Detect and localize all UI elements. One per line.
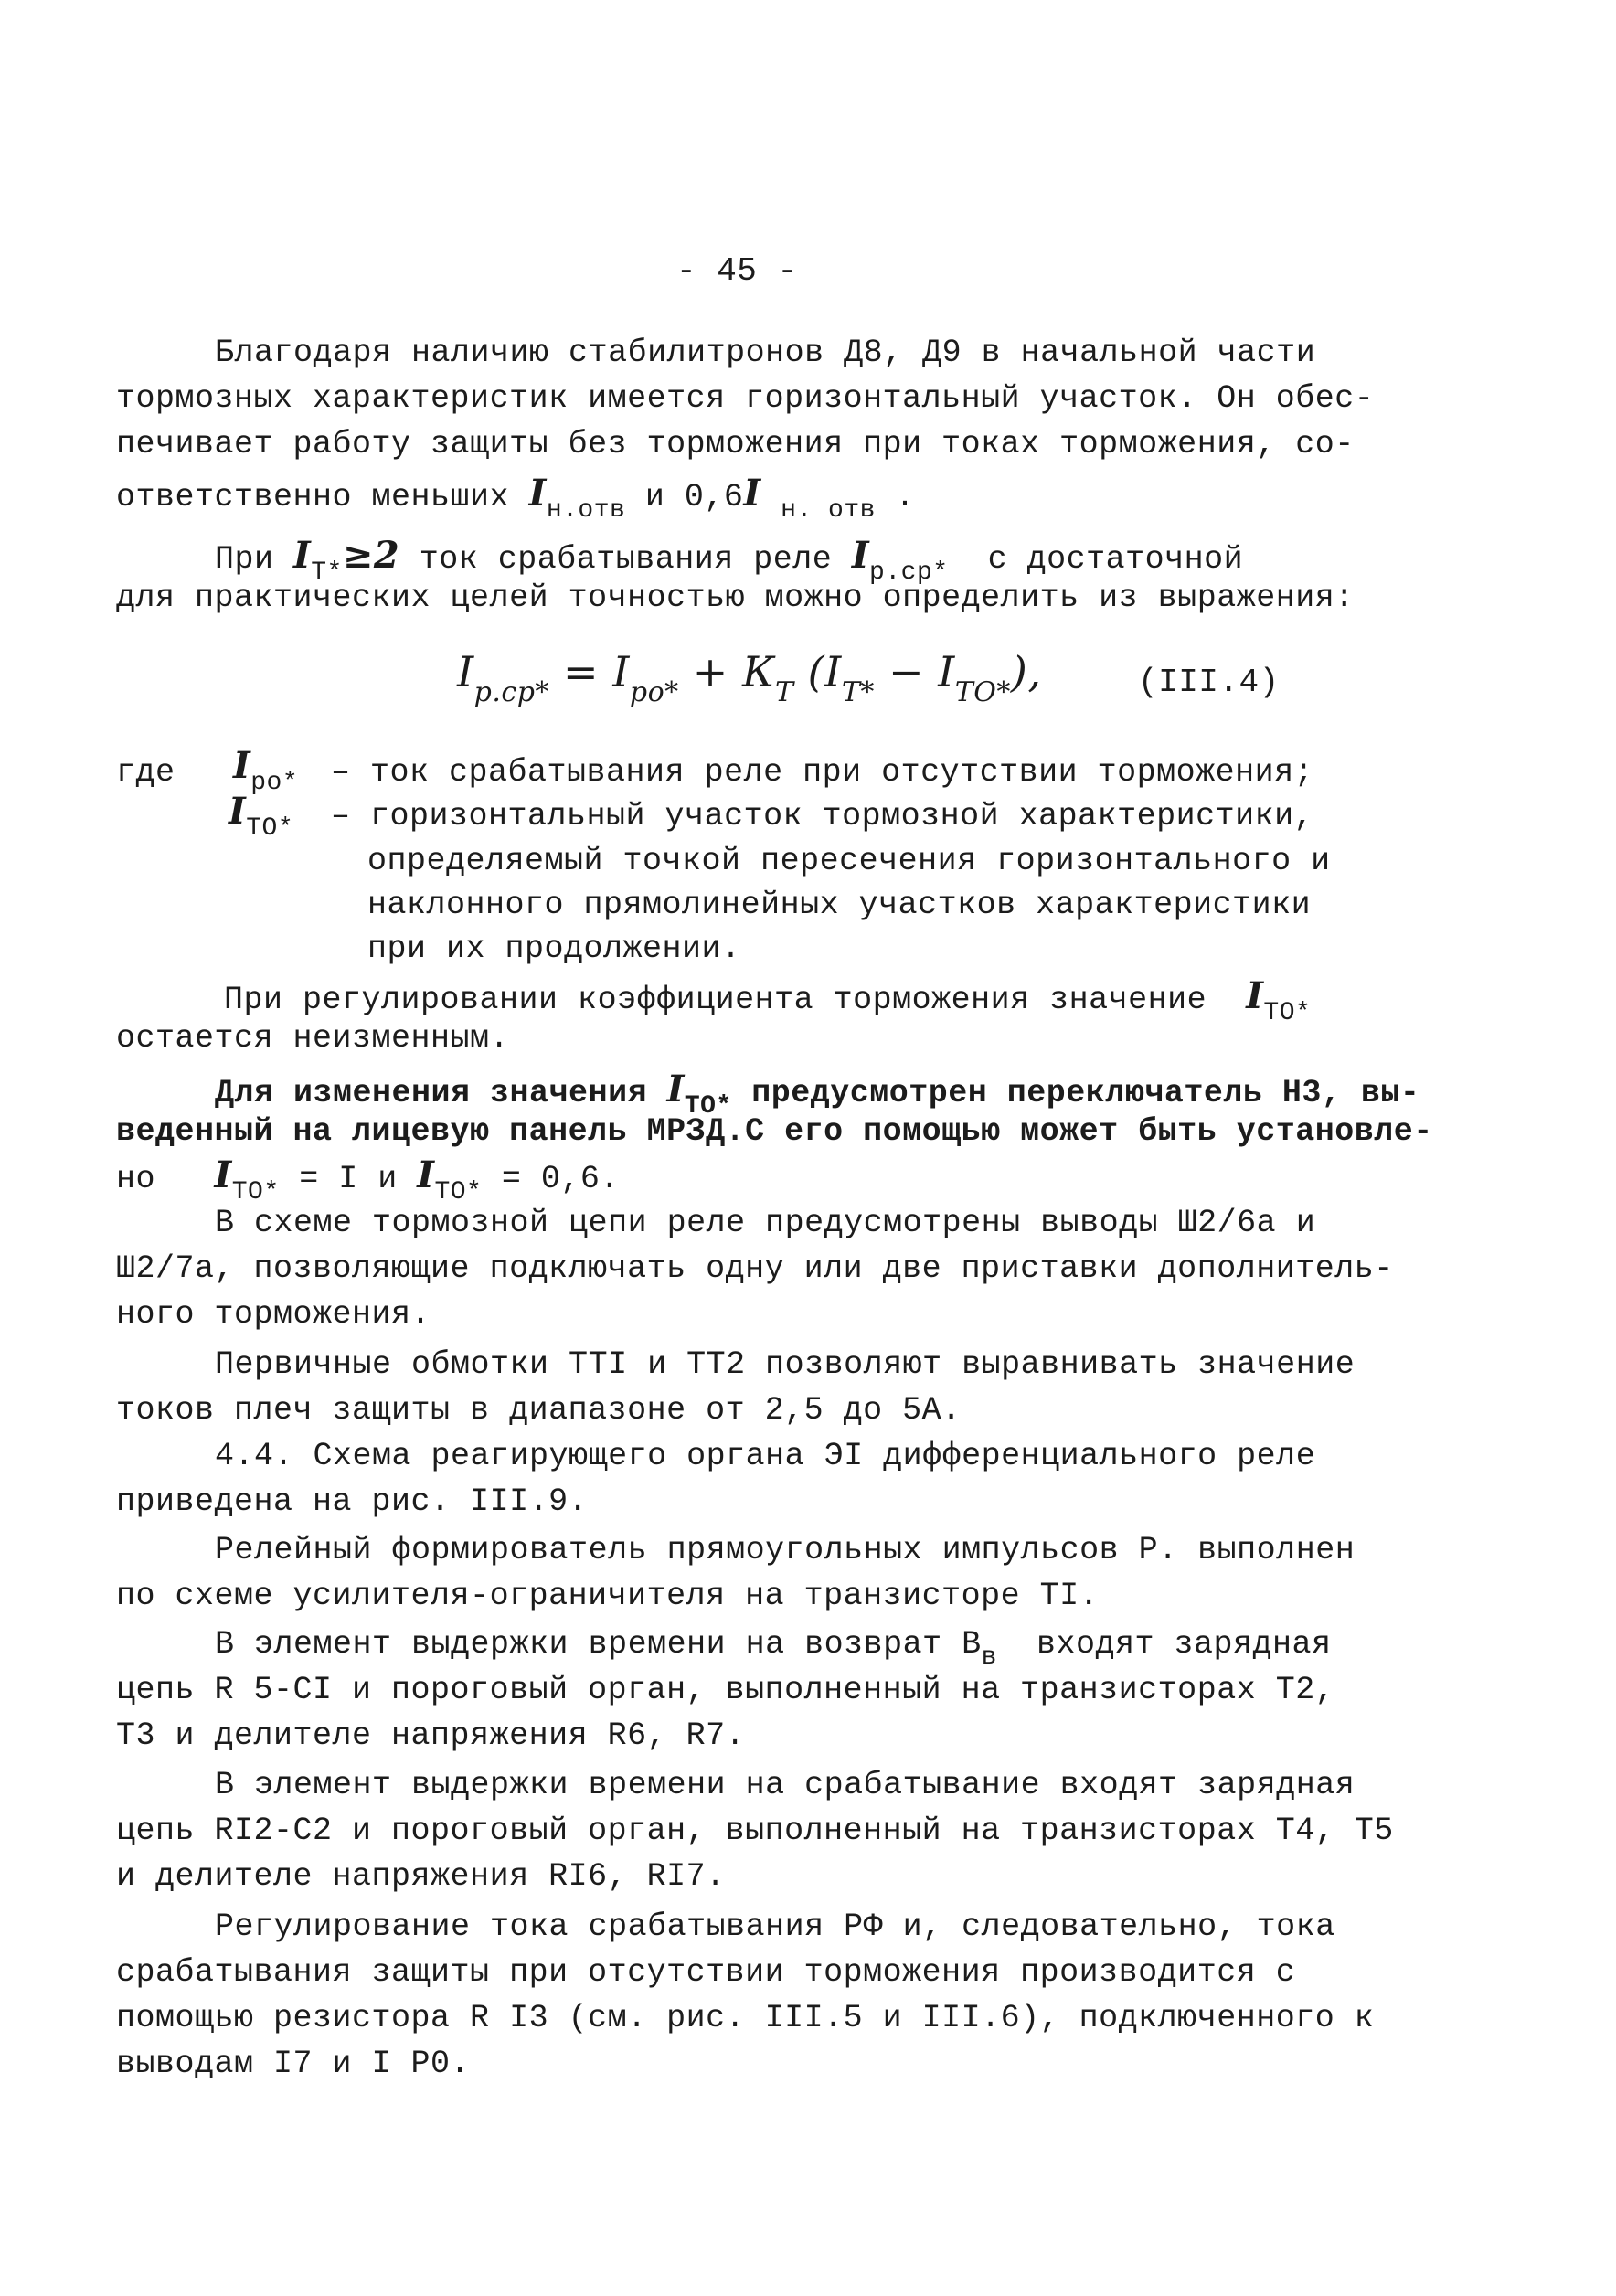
paragraph-5-line-1: В схеме тормозной цепи реле предусмотрены выводы Ш2/6а и [215,1205,1316,1241]
math-subscript: н. отв [781,496,876,525]
page-number: - 45 - [676,252,798,290]
math-subscript: в [981,1643,997,1672]
eq-part: I [457,647,474,696]
paragraph-2-line-2: для практических целей точностью можно определить из выражения: [116,579,1355,616]
where-label: где [116,754,175,791]
text: входят зарядная [1036,1626,1332,1663]
paragraph-11-line-4: выводам I7 и I Р0. [116,2046,471,2082]
math-symbol: ≥2 [342,534,400,577]
text: При [215,541,274,578]
paragraph-2-line-1 [215,534,1244,587]
math-symbol: I [1246,974,1264,1017]
where-item-2-cont-3: при их продолжении. [367,930,741,967]
paragraph-3-line-1 [224,974,1312,1027]
paragraph-6-line-1: Первичные обмотки ТТI и ТТ2 позволяют выравнивать значение [215,1346,1356,1383]
math-subscript: ТО* [434,1178,483,1206]
text: Для изменения значения [215,1075,648,1111]
text: предусмотрен переключатель Н3, вы- [751,1075,1420,1111]
paragraph-8-line-2: по схеме усилителя-ограничителя на транзисторе ТI. [116,1578,1100,1614]
paragraph-1-line-3: печивает работу защиты без торможения при токах торможения, со- [116,426,1355,462]
paragraph-11-line-3: помощью резистора R I3 (см. рис. III.5 и III.6), подключенного к [116,2000,1375,2036]
text: с достаточной [987,541,1244,578]
where-item-2-cont-1: определяемый точкой пересечения горизонтального и [367,843,1331,879]
text: = 0,6. [501,1161,620,1197]
text: В элемент выдержки времени на возврат В [215,1626,982,1663]
text: и 0,6 [644,479,744,516]
paragraph-3-line-2: остается неизменным. [116,1020,510,1057]
paragraph-1-line-4 [116,472,915,525]
where-item-2-text: – горизонтальный участок тормозной характеристики, [331,798,1314,834]
text: . [895,479,915,516]
paragraph-6-line-2: токов плеч защиты в диапазоне от 2,5 до 5А. [116,1392,962,1429]
eq-subscript: р.ср* [473,676,549,708]
paragraph-9-line-2: цепь R 5-CI и пороговый орган, выполненный на транзисторах Т2, [116,1672,1335,1708]
paragraph-9-line-1 [215,1626,1332,1672]
eq-part: ), [1010,647,1042,696]
text: ответственно меньших [116,479,510,516]
paragraph-9-line-3: Т3 и делителе напряжения R6, R7. [116,1717,746,1754]
where-item-1-symbol [233,744,299,797]
text: ток срабатывания реле [419,541,833,578]
where-item-2-cont-2: наклонного прямолинейных участков характеристики [367,887,1312,923]
math-symbol: I [417,1153,435,1196]
paragraph-7-line-1: 4.4. Схема реагирующего органа ЭI дифференциального реле [215,1438,1316,1474]
math-symbol: I [229,790,247,833]
math-subscript: ро* [250,769,299,797]
eq-subscript: Т* [841,676,875,708]
math-subscript: р.ср* [869,558,949,587]
paragraph-5-line-2: Ш2/7а, позволяющие подключать одну или две приставки дополнитель- [116,1250,1394,1287]
paragraph-5-line-3: ного торможения. [116,1296,431,1333]
math-symbol: I [214,1153,232,1196]
paragraph-4-line-1 [215,1068,1420,1121]
math-subscript: ТО* [246,814,294,843]
paragraph-11-line-1: Регулирование тока срабатывания РФ и, следовательно, тока [215,1908,1335,1945]
eq-subscript: ро* [629,676,679,708]
paragraph-11-line-2: срабатывания защиты при отсутствии торможения производится с [116,1954,1296,1991]
paragraph-4-line-2: веденный на лицевую панель МРЗД.С его помощью может быть установле- [116,1113,1433,1150]
paragraph-10-line-3: и делителе напряжения RI6, RI7. [116,1858,726,1895]
paragraph-4-line-3 [116,1153,620,1206]
math-symbol: I [743,472,761,515]
eq-part: = I [548,647,630,696]
math-subscript: ТО* [231,1178,280,1206]
equation-number: (III.4) [1138,664,1280,701]
math-symbol: I [293,534,312,577]
where-item-2-symbol [229,790,294,843]
paragraph-7-line-2: приведена на рис. III.9. [116,1483,589,1520]
eq-subscript: Т [775,676,794,708]
math-subscript: Т* [311,558,343,587]
math-subscript: ТО* [1263,999,1312,1027]
eq-subscript: ТО* [954,676,1011,708]
paragraph-1-line-2: тормозных характеристик имеется горизонтальный участок. Он обес- [116,380,1375,417]
eq-part: + К [678,647,776,696]
eq-part: − I [874,647,955,696]
equation [457,647,1042,708]
math-subscript: н.отв [546,496,626,525]
paragraph-10-line-2: цепь RI2-C2 и пороговый орган, выполненный на транзисторах Т4, Т5 [116,1812,1394,1849]
math-symbol: I [528,472,547,515]
text: но [116,1161,156,1197]
eq-part: (I [793,647,842,696]
math-subscript: ТО* [684,1092,732,1121]
paragraph-1-line-1: Благодаря наличию стабилитронов Д8, Д9 в начальной части [215,335,1316,371]
math-symbol: I [666,1068,685,1111]
math-symbol: I [851,534,870,577]
math-symbol: I [233,744,251,787]
text: При регулировании коэффициента торможения значение [224,982,1207,1018]
paragraph-8-line-1: Релейный формирователь прямоугольных импульсов Р. выполнен [215,1532,1356,1568]
paragraph-10-line-1: В элемент выдержки времени на срабатывание входят зарядная [215,1767,1356,1803]
where-item-1-text: – ток срабатывания реле при отсутствии торможения; [331,754,1314,791]
text: = I и [299,1161,398,1197]
